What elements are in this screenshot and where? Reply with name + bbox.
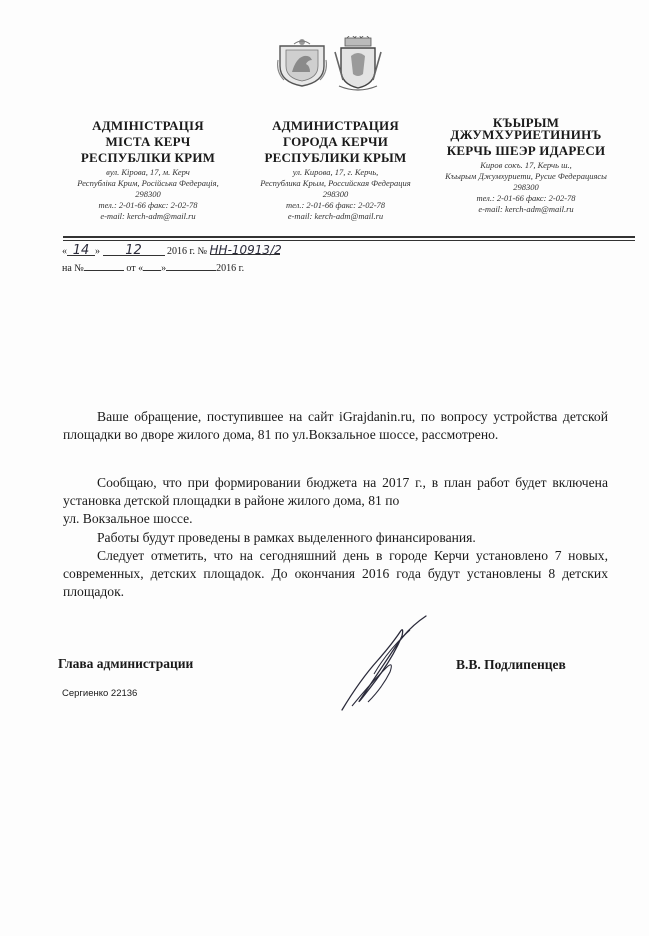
reg-day: 14 [72, 243, 90, 258]
reg-month-field [103, 245, 165, 256]
org-line: ГОРОДА КЕРЧИ [282, 134, 389, 149]
ref-number-field [84, 260, 124, 271]
addr-line: тел.: 2-01-66 факс: 2-02-78 [98, 200, 198, 210]
org-line: РЕСПУБЛИКИ КРЫМ [264, 150, 407, 165]
addr-line: 298300 [513, 182, 539, 192]
addr-line: тел.: 2-01-66 факс: 2-02-78 [285, 200, 386, 210]
ref-day-field [143, 260, 161, 271]
ref-prefix: на № [62, 263, 84, 274]
org-line: КЪЫРЫМ [492, 118, 560, 127]
body-paragraph [63, 547, 608, 601]
addr-line: e-mail: kerch-adm@mail.ru [100, 211, 196, 221]
ref-quote: » [161, 263, 167, 274]
header-crh [426, 118, 626, 215]
header-ua [58, 118, 238, 222]
header-divider [63, 240, 635, 241]
addr-line: Республіка Крим, Російська Федерація, [77, 178, 219, 188]
org-name-ua [58, 118, 238, 166]
addr-line: тел.: 2-01-66 факс: 2-02-78 [476, 193, 576, 203]
paragraph-text: Следует отметить, что на сегодняшний день в городе Керчи установлено 7 новых, современных, детских площадок. До окончания 2016 года будут установлены 8 детских площадок. [63, 548, 608, 599]
body-paragraph [63, 408, 608, 444]
reg-day-field [67, 245, 95, 256]
ref-year: 2016 г. [216, 263, 245, 274]
addr-line: вул. Кірова, 17, м. Керч [106, 167, 190, 177]
org-line: КЕРЧЬ ШЕЭР ИДАРЕСИ [446, 143, 606, 158]
addr-line: Къырым Джумхуриети, Русие Федерациясы [445, 171, 607, 181]
org-line: РЕСПУБЛІКИ КРИМ [80, 150, 216, 165]
handwritten-signature [330, 610, 440, 725]
reg-number: НН-10913/2 [209, 243, 282, 257]
reg-month: 12 [125, 243, 142, 258]
org-name-crh [426, 118, 626, 159]
reg-number-field [210, 244, 280, 255]
header-ru [238, 118, 433, 222]
addr-line: 298300 [322, 189, 349, 199]
addr-line: 298300 [135, 189, 161, 199]
ref-from: от « [126, 263, 144, 274]
addr-line: ул. Кирова, 17, г. Керчь, [292, 167, 379, 177]
body-paragraph [63, 474, 608, 528]
kerch-coat-of-arms [333, 36, 383, 97]
addr-line: e-mail: kerch-adm@mail.ru [287, 211, 384, 221]
addr-line: e-mail: kerch-adm@mail.ru [478, 204, 574, 214]
address-ru [238, 167, 433, 222]
reference-line [62, 260, 244, 275]
org-line: ДЖУМХУРИЕТИНИНЪ [450, 127, 602, 142]
reg-year-text: 2016 г. № [167, 246, 208, 257]
paragraph-text: Сообщаю, что при формировании бюджета на 2017 г., в план работ будет включена установка детской площадки в районе жилого дома, 81 по [63, 475, 608, 508]
executor-note: Сергиенко 22136 [62, 688, 138, 699]
paragraph-text: Ваше обращение, поступившее на сайт iGrajdanin.ru, по вопросу устройства детской площадки во дворе жилого дома, 81 по ул.Вокзальное шоссе, рассмотрено. [63, 409, 608, 442]
registration-line: « 14 » 12 2016 г. № НН-10913/2 [62, 243, 282, 258]
addr-line: Республика Крым, Российская Федерация [260, 178, 411, 188]
body-paragraph [63, 529, 608, 547]
signatory-title: Глава администрации [58, 656, 194, 671]
address-crh [426, 160, 626, 215]
header-divider [63, 236, 635, 238]
addr-line: Киров сокъ. 17, Керчь ш., [480, 160, 572, 170]
address-ua [58, 167, 238, 222]
crimea-coat-of-arms [276, 36, 328, 93]
org-line: АДМИНИСТРАЦИЯ [272, 118, 399, 133]
org-line: МІСТА КЕРЧ [105, 134, 191, 149]
paragraph-text: ул. Вокзальное шоссе. [63, 511, 193, 526]
ref-month-field [166, 260, 216, 271]
org-name-ru [238, 118, 433, 166]
org-line: АДМІНІСТРАЦІЯ [92, 118, 204, 133]
signatory-name: В.В. Подлипенцев [456, 657, 566, 672]
paragraph-text: Работы будут проведены в рамках выделенного финансирования. [97, 530, 476, 545]
